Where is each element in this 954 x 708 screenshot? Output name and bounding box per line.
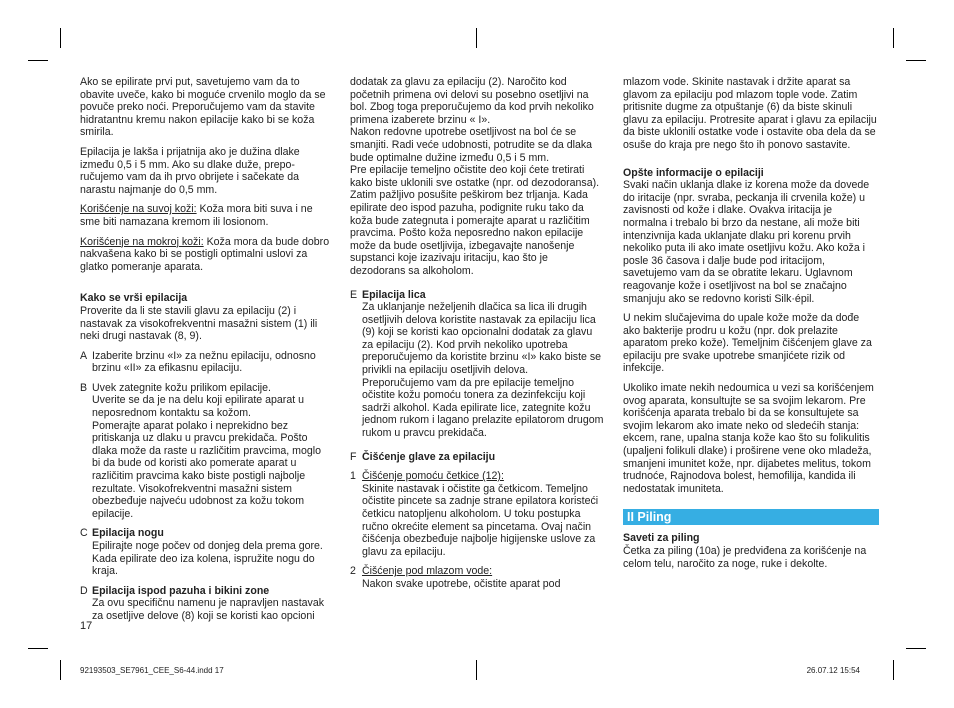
step-title: Čišćenje glave za epilaciju (362, 450, 496, 463)
tips-heading: Saveti za piling (623, 532, 700, 545)
tips-text: Četka za piling (10a) je predviđena za korišćenje na celom telu, naročito za noge, ruke i dekolte. (623, 545, 867, 570)
step-marker: E (350, 288, 358, 301)
how-heading: Kako se vrši epilacija (80, 292, 188, 305)
crop-mark (476, 28, 477, 48)
crop-mark (906, 648, 926, 649)
crop-mark (60, 660, 61, 680)
step-text: Izaberite brzinu «I» za nežnu epilaciju, odnosno brzinu «II» za efikasnu epilaciju. (92, 349, 316, 375)
step-d (80, 585, 332, 623)
step-marker: B (80, 381, 88, 394)
dry-skin-label: Korišćenje na suvoj koži: (80, 203, 197, 216)
cleaning-step-2 (350, 565, 605, 590)
step-b (80, 382, 332, 521)
wet-skin-text: Koža mora da bude dobro nakvašena kako bi se postigli optimalni uslovi za glatko pomeranje aparata. (80, 235, 330, 273)
how-text: Proverite da li ste stavili glavu za epilaciju (2) i nastavak za visokofrekventni masažni sistem (1) ili neki drugi nastavak (8, 9). (80, 304, 318, 343)
column-right (623, 76, 879, 577)
step-marker: 2 (350, 565, 356, 578)
step-f (350, 451, 605, 464)
dry-skin-paragraph (80, 203, 332, 228)
crop-mark (906, 60, 926, 61)
wet-skin-paragraph (80, 236, 332, 274)
crop-mark (476, 660, 477, 680)
column-left (80, 76, 332, 630)
step-e (350, 289, 605, 440)
crop-mark (28, 60, 48, 61)
step-title: Epilacija lica (362, 288, 426, 301)
step-marker: 1 (350, 470, 356, 483)
info-text: Svaki način uklanja dlake iz korena može da dovede do iritacije (npr. svraba, peckanja ili crvenila kože) u zavisnosti od kože i dlake. Ovakva iritacija je normalna i trebalo bi brzo da nestane, ali može biti intenzivnija kada uklanjate dlaku pri korenu prvih nekoliko puta ili ako imate osetljivu kožu. Ako koža i posle 36 časova i dalje bude pod iritacijom, savetujemo vam da se obratite lekaru. Uglavnom reagovanje kože i osetljivost na bol se značajno smanjuju ako se redovno koristi Silk·épil. (623, 179, 870, 305)
section-header-piling: II Piling (623, 509, 879, 525)
step-title: Čišćenje pomoću četkice (12): (362, 470, 504, 483)
step-title: Čišćenje pod mlazom vode: (362, 565, 493, 578)
step-title: Epilacija nogu (92, 527, 164, 540)
consult-paragraph: Ukoliko imate nekih nedoumica u vezi sa korišćenjem ovog aparata, konsultujte se sa svojim lekarom. Pre korišćenja aparata trebalo bi da se konsultujete sa svojim lekarom ako imate neko od sledećih stanja: ekcem, rane, upalna stanja kože kao što su folikulitis (upaljeni folikuli dlake) i proširene vene oko mladeža, smanjeni imunitet kože, npr. dijabetes melitus, tokom trudnoće, Rajnodova bolest, hemofilija, kandida ili nedostatak imuniteta. (623, 382, 874, 495)
step-text: Skinite nastavak i očistite ga četkicom. Temeljno očistite pincete sa zadnje strane epilatora koristeći četkicu natopljenu alkoholom. U toku postupka ručno okrećite element sa pincetama. Ovaj način čišćenja obezbeđuje najbolje higijenske uslove za glavu za epilaciju. (362, 482, 599, 558)
info-heading: Opšte informacije o epilaciji (623, 166, 764, 179)
water-cleaning-continued: mlazom vode. Skinite nastavak i držite aparat sa glavom za epilaciju pod mlazom tople vode. Zatim pritisnite dugme za otpuštanje (6) da biste skinuli glavu za epilaciju. Protresite aparat i glavu za epilaciju da biste uklonili ostatke vode i ostavite oba dela da se osuše do kraja pre nego što ih ponovo sastavite. (623, 76, 877, 151)
step-a (80, 350, 332, 375)
crop-mark (893, 28, 894, 48)
underarm-continued-paragraph: dodatak za glavu za epilaciju (2). Naročito kod početnih primena ovi delovi su posebno osetljivi na bol. Zbog toga preporučujemo da kod prvih nekoliko primena izaberete brzinu « I». Nakon redovne upotrebe osetljivost na bol će se smanjiti. Radi veće udobnosti, potrudite se da dlaka bude optimalne dužine između 0,5 i 5 mm. Pre epilacije temeljno očistite deo koji ćete tretirati kako biste uklonili sve ostatke (npr. od dezodoransa). Zatim pažljivo posušite peškirom bez trljanja. Kada epilirate deo ispod pazuha, podignite ruku tako da koža bude zategnuta i pomerajte aparat u različitim pravcima. Pošto koža neposredno nakon epilacije može da bude osetljivija, izbegavajte nanošenje supstanci koje izazivaju iritaciju, kao što je dezodorans sa alkoholom. (350, 76, 600, 277)
step-marker: D (80, 584, 88, 597)
step-text: Nakon svake upotrebe, očistite aparat pod (362, 577, 561, 590)
step-text: Za uklanjanje neželjenih dlačica sa lica ili drugih osetljivih delova koristite nastavak za epilaciju lica (9) koji se koristi kao opcionalni dodatak za glavu za epilaciju (2). Kod prvih nekoliko upotreba preporučujemo da koristite brzinu «I» kako biste se privikli na epilaciju osetljivih delova. Preporučujemo vam da pre epilacije temeljno očistite kožu pomoću tonera za dezinfekciju koji sadrži alkohol. Kada epilirate lice, zategnite kožu jednom rukom i lagano prelazite epilatorom drugom rukom u pravcu prekidača. (362, 301, 604, 440)
dry-skin-text: Koža mora biti suva i ne sme biti namazana kremom ili losionom. (80, 203, 313, 228)
infection-paragraph: U nekim slučajevima do upale kože može da dođe ako bakterije prodru u kožu (npr. dok prelazite aparatom preko kože). Temeljnim čišćenjem glave za epilaciju pre svake upotrebe smanjićete rizik od infekcije. (623, 312, 872, 375)
step-title: Epilacija ispod pazuha i bikini zone (92, 584, 270, 597)
cleaning-step-1 (350, 470, 605, 558)
footer-file-info: 92193503_SE7961_CEE_S6-44.indd 17 (80, 666, 224, 675)
step-marker: F (350, 450, 357, 463)
step-marker: A (80, 349, 88, 362)
crop-mark (60, 28, 61, 48)
page-number: 17 (80, 620, 93, 632)
footer-timestamp: 26.07.12 15:54 (806, 666, 860, 675)
column-middle (350, 76, 605, 598)
crop-mark (28, 648, 48, 649)
step-c (80, 527, 332, 577)
crop-mark (893, 660, 894, 680)
step-text: Uvek zategnite kožu prilikom epilacije. Uverite se da je na delu koji epilirate aparat u neposrednom kontaktu sa kožom. Pomerajte aparat polako i neprekidno bez pritiskanja uz dlaku u pravcu prekidača. Pošto dlaka može da raste u različitim pravcima, moglo bi da bude od koristi ako pomerate aparat u različitim pravcima kako biste postigli najbolje rezultate. Visokofrekventni masažni sistem obezbeđuje najveću udobnost za kožu tokom epilacije. (92, 381, 322, 520)
step-marker: C (80, 527, 88, 540)
wet-skin-label: Korišćenje na mokroj koži: (80, 235, 204, 248)
step-text: Za ovu specifičnu namenu je napravljen nastavak za osetljive delove (8) koji se koristi kao opcioni (92, 597, 325, 622)
step-text: Epilirajte noge počev od donjeg dela prema gore. Kada epilirate deo iza kolena, ispružite nogu do kraja. (92, 540, 323, 578)
hair-length-paragraph: Epilacija je lakša i prijatnija ako je dužina dlake između 0,5 i 5 mm. Ako su dlake duže, preporučujemo vam da ih prvo obrijete i sačekate da narastu najmanje do 0,5 mm. (80, 145, 300, 196)
intro-paragraph: Ako se epilirate prvi put, savetujemo vam da to obavite uveče, kako bi moguće crvenilo moglo da se povuče preko noći. Preporučujemo vam da stavite hidratantnu kremu nakon epilacije kako bi se koža smirila. (80, 76, 326, 139)
